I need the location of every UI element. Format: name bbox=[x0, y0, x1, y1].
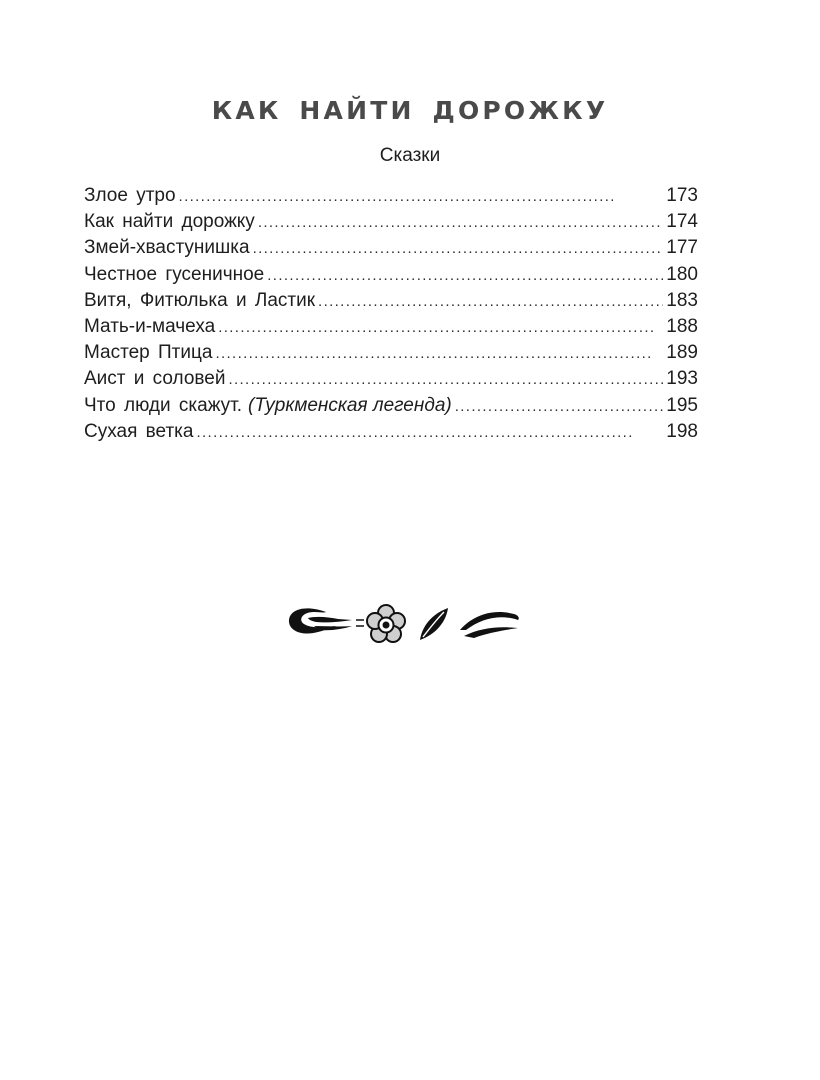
toc-entry bbox=[84, 314, 698, 340]
toc-leader bbox=[455, 394, 664, 420]
toc-entry-page: 183 bbox=[666, 289, 698, 311]
toc-entry-note: (Туркменская легенда) bbox=[248, 394, 452, 416]
toc-leader bbox=[218, 315, 663, 341]
toc-entry-page: 180 bbox=[666, 263, 698, 285]
toc-entry-title: Честное гусеничное bbox=[84, 263, 265, 285]
toc-entry-title: Витя, Фитюлька и Ластик bbox=[84, 289, 316, 311]
toc-entry-title: Как найти дорожку bbox=[84, 211, 255, 233]
toc-leader bbox=[253, 236, 664, 262]
toc-leader bbox=[228, 367, 663, 393]
toc-entry bbox=[84, 419, 698, 445]
section-title: КАК НАЙТИ ДОРОЖКУ bbox=[211, 96, 609, 125]
toc-entry-page: 177 bbox=[666, 237, 698, 259]
toc-entry-page: 189 bbox=[666, 342, 698, 364]
toc-entry-title: Мастер Птица bbox=[84, 342, 213, 364]
toc-entry bbox=[84, 235, 698, 261]
toc-entry-page: 174 bbox=[666, 211, 698, 233]
toc-entry-page: 193 bbox=[666, 368, 698, 390]
toc-entry-title: Змей-хвастунишка bbox=[84, 237, 250, 259]
toc-entry bbox=[84, 366, 698, 392]
table-of-contents bbox=[84, 183, 698, 445]
toc-entry-page: 195 bbox=[666, 394, 698, 416]
toc-entry bbox=[84, 262, 698, 288]
toc-entry-title: Аист и соловей bbox=[84, 368, 226, 390]
toc-entry-page: 188 bbox=[666, 315, 698, 337]
toc-entry bbox=[84, 393, 698, 419]
toc-leader bbox=[215, 341, 663, 367]
toc-leader bbox=[258, 210, 663, 236]
toc-leader bbox=[267, 263, 663, 289]
section-subtitle: Сказки bbox=[379, 145, 441, 166]
toc-entry-title: Мать-и-мачеха bbox=[84, 315, 216, 337]
flower-swirl-ornament-icon bbox=[286, 596, 522, 652]
toc-entry-page: 198 bbox=[666, 420, 698, 442]
toc-leader bbox=[179, 184, 664, 210]
toc-entry-title: Злое утро bbox=[84, 185, 176, 206]
toc-entry bbox=[84, 209, 698, 235]
toc-entry-page: 173 bbox=[666, 185, 698, 206]
toc-entry bbox=[84, 183, 698, 209]
toc-leader bbox=[318, 289, 663, 315]
toc-entry bbox=[84, 340, 698, 366]
toc-leader bbox=[196, 420, 663, 446]
toc-entry-title: Что люди скажут. bbox=[84, 394, 242, 416]
toc-entry bbox=[84, 288, 698, 314]
toc-entry-title: Сухая ветка bbox=[84, 420, 194, 442]
